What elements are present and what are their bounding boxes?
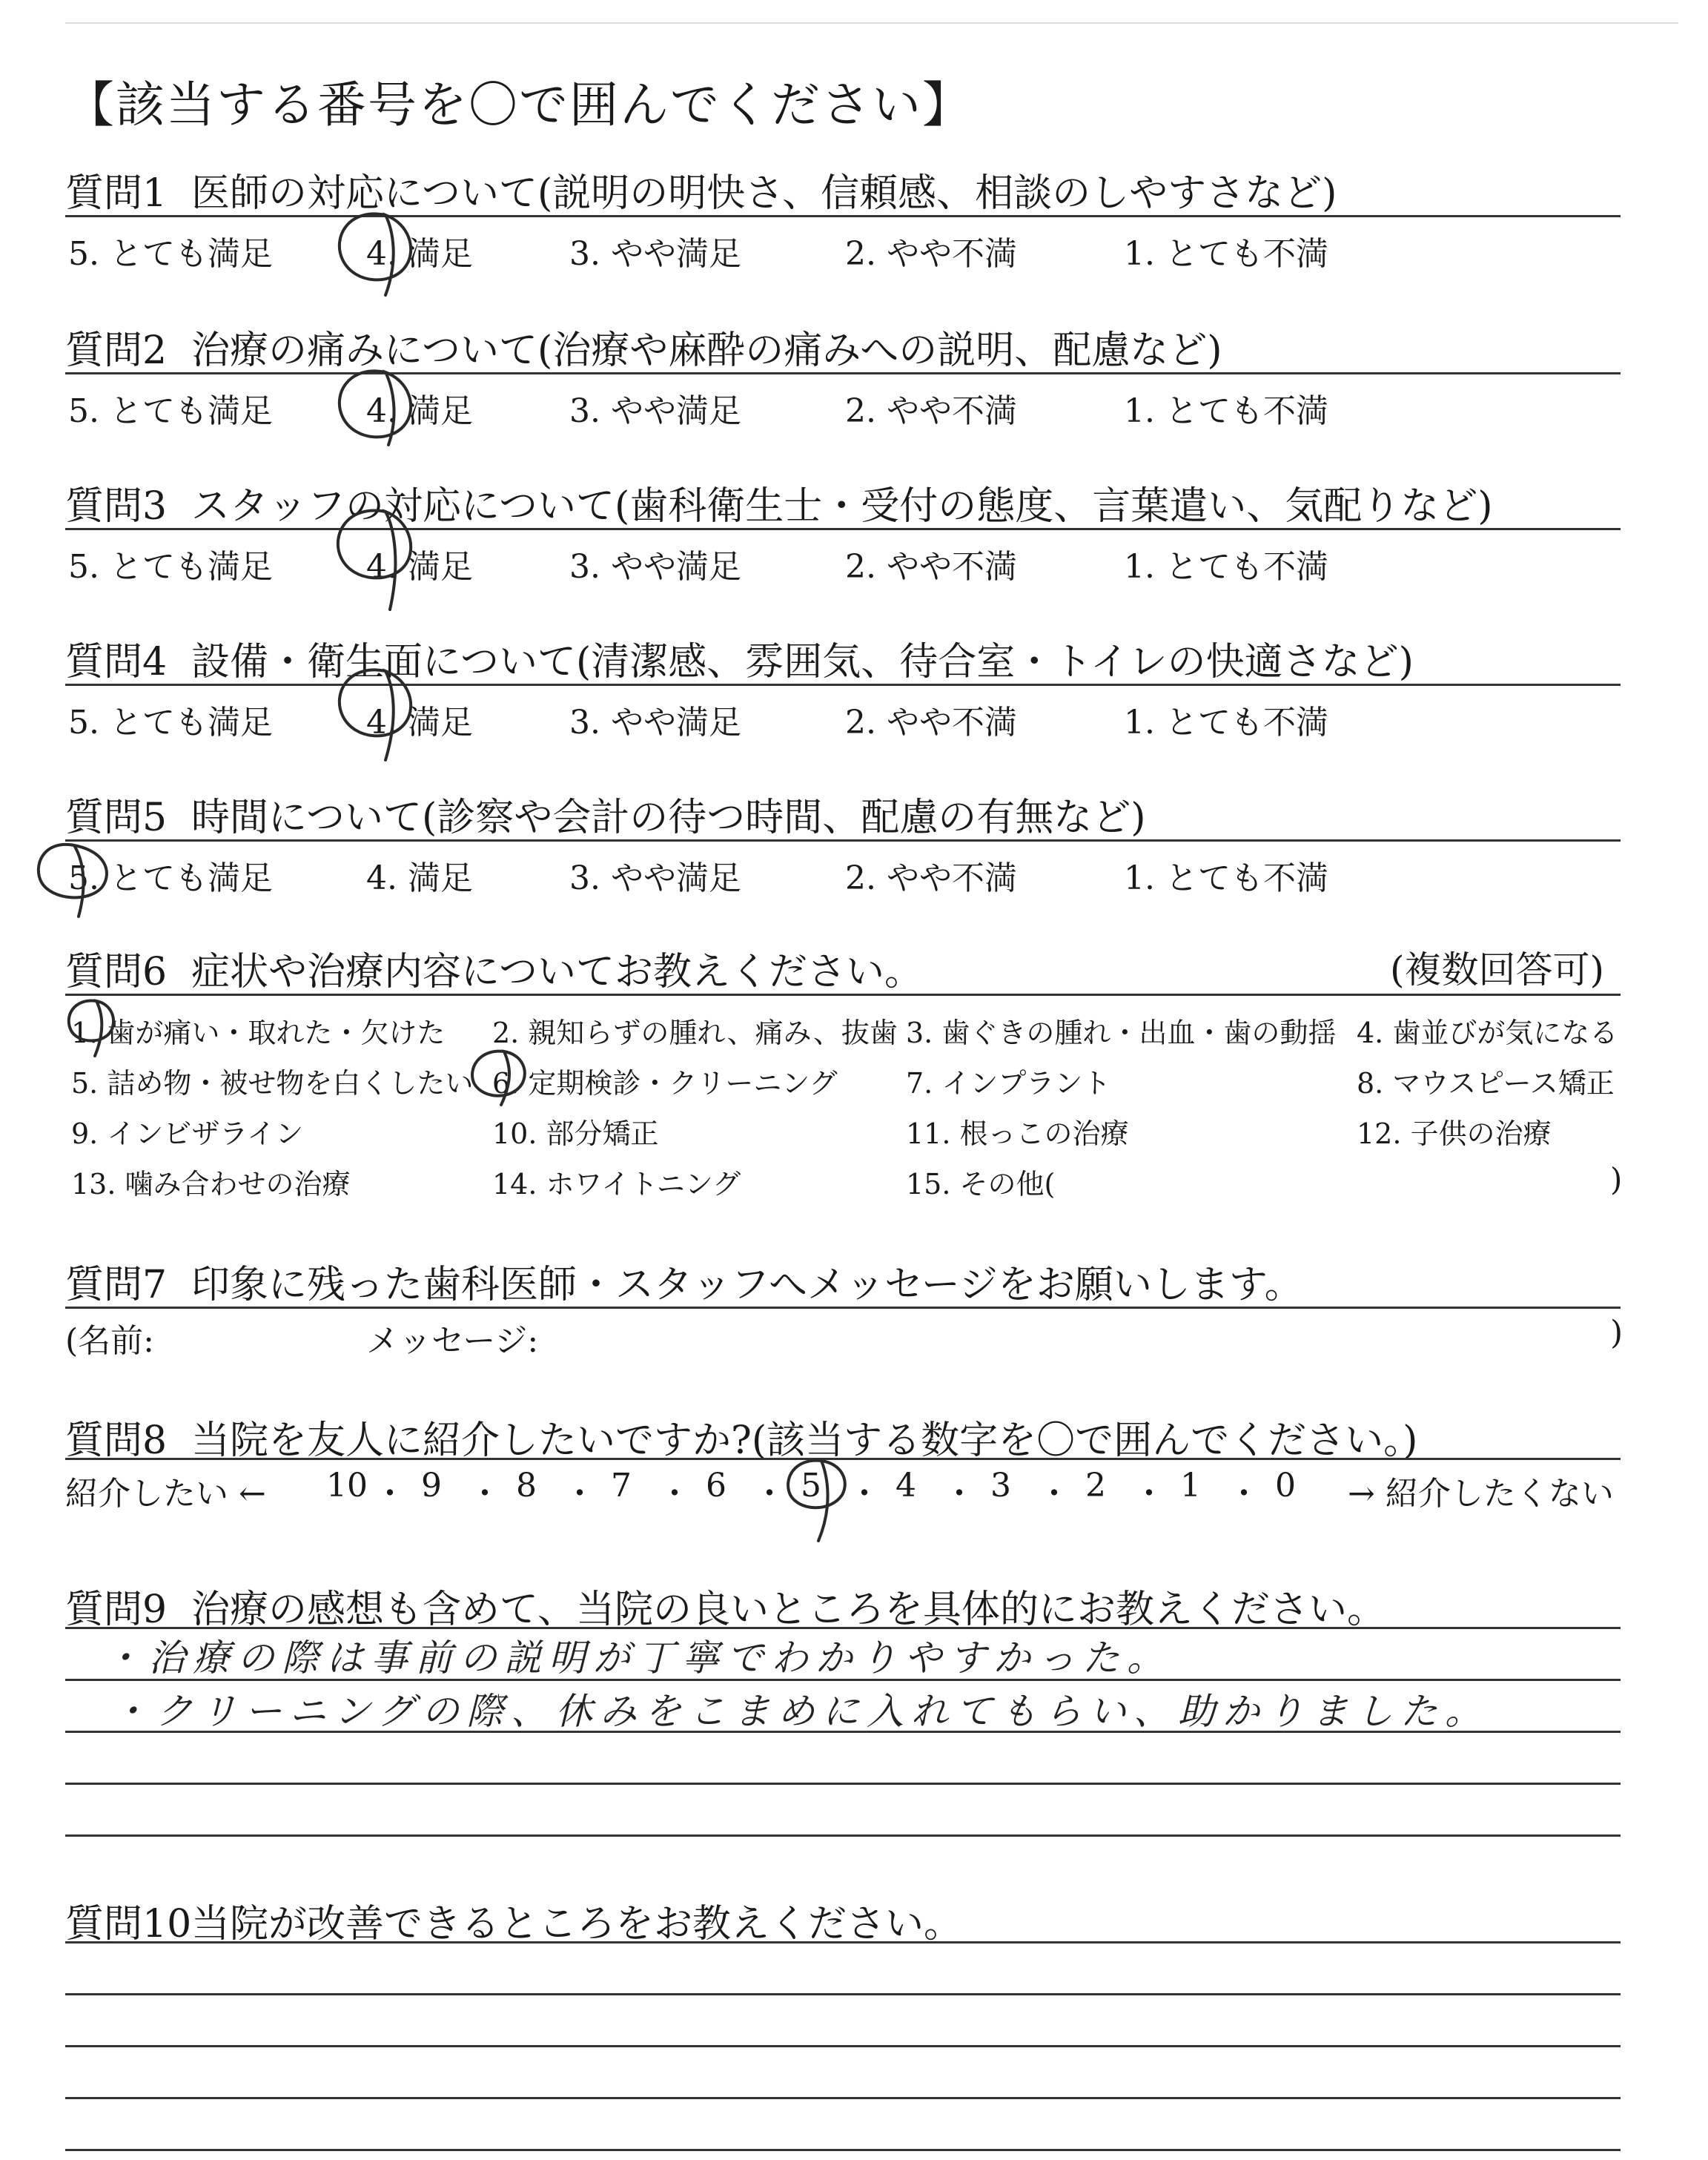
scale-separator: ・: [848, 1475, 881, 1513]
question-number: 質問6: [65, 950, 168, 994]
q4-option-2[interactable]: 2. やや不満: [845, 704, 1017, 742]
question-2: [65, 319, 1222, 374]
q2-option-5[interactable]: 5. とても満足: [68, 392, 273, 430]
rule: [65, 215, 1621, 217]
rule: [65, 2149, 1621, 2151]
scale-value-0[interactable]: 0: [1275, 1467, 1296, 1505]
rule: [65, 994, 1621, 996]
scale-separator: ・: [753, 1475, 786, 1513]
rule: [65, 684, 1621, 686]
q2-option-1[interactable]: 1. とても不満: [1124, 392, 1328, 430]
scale-separator: ・: [563, 1475, 596, 1513]
q2-option-4[interactable]: 4. 満足: [366, 392, 473, 430]
handwritten-answer-2: ・クリーニングの際、休みをこまめに入れてもらい、助かりました。: [111, 1690, 1489, 1733]
q6-item-12[interactable]: 12. 子供の治療: [1357, 1117, 1552, 1150]
question-text: 治療の感想も含めて、当院の良いところを具体的にお教えください。: [191, 1588, 1386, 1632]
scale-value-8[interactable]: 8: [516, 1467, 537, 1505]
rule: [65, 1307, 1621, 1309]
q1-option-3[interactable]: 3. やや満足: [569, 235, 741, 273]
q6-item-2[interactable]: 2. 親知らずの腫れ、痛み、抜歯: [492, 1017, 898, 1049]
q3-option-3[interactable]: 3. やや満足: [569, 548, 741, 586]
rule: [65, 528, 1621, 530]
scale-separator: ・: [1133, 1475, 1165, 1513]
q6-item-6[interactable]: 6. 定期検診・クリーニング: [492, 1067, 838, 1100]
scale-value-3[interactable]: 3: [990, 1467, 1011, 1505]
rule: [65, 1834, 1621, 1837]
scale-value-6[interactable]: 6: [706, 1467, 726, 1505]
q3-option-5[interactable]: 5. とても満足: [68, 548, 273, 586]
question-number: 質問9: [65, 1588, 168, 1632]
scale-value-2[interactable]: 2: [1085, 1467, 1106, 1505]
rule: [65, 2045, 1621, 2047]
question-7: [65, 1253, 1303, 1309]
page-title: 【該当する番号を〇で囲んでください】: [65, 76, 973, 133]
multiple-answers-note: (複数回答可): [1389, 948, 1604, 991]
question-5: [65, 786, 1146, 842]
question-text: 症状や治療内容についてお教えください。: [191, 950, 923, 994]
q1-option-2[interactable]: 2. やや不満: [845, 235, 1017, 273]
question-text: 医師の対応について(説明の明快さ、信頼感、相談のしやすさなど): [191, 171, 1337, 216]
rule: [65, 839, 1621, 842]
rule: [65, 372, 1621, 374]
question-text: 当院が改善できるところをお教えください。: [191, 1902, 963, 1946]
top-border: [65, 22, 1678, 24]
q4-option-3[interactable]: 3. やや満足: [569, 704, 741, 742]
q1-option-1[interactable]: 1. とても不満: [1124, 235, 1328, 273]
rule: [65, 2097, 1621, 2099]
question-text: スタッフの対応について(歯科衛生士・受付の態度、言葉遣い、気配りなど): [191, 484, 1493, 529]
q6-item-10[interactable]: 10. 部分矯正: [492, 1117, 659, 1150]
q6-item-3[interactable]: 3. 歯ぐきの腫れ・出血・歯の動揺: [906, 1017, 1337, 1049]
q6-item-14[interactable]: 14. ホワイトニング: [492, 1168, 741, 1200]
q6-item-4[interactable]: 4. 歯並びが気になる: [1357, 1017, 1618, 1049]
question-text: 時間について(診察や会計の待つ時間、配慮の有無など): [191, 796, 1146, 840]
scale-separator: ・: [374, 1475, 406, 1513]
rule: [65, 1993, 1621, 1995]
question-number: 質問2: [65, 328, 168, 373]
q2-option-2[interactable]: 2. やや不満: [845, 392, 1017, 430]
q3-option-2[interactable]: 2. やや不満: [845, 548, 1017, 586]
q6-item-7[interactable]: 7. インプラント: [906, 1067, 1111, 1100]
question-8: [65, 1409, 1417, 1464]
question-text: 治療の痛みについて(治療や麻酔の痛みへの説明、配慮など): [191, 328, 1222, 373]
q7-close: ): [1610, 1314, 1623, 1352]
question-number: 質問4: [65, 640, 168, 684]
question-6: [65, 940, 923, 996]
question-9: [65, 1578, 1386, 1634]
q5-option-2[interactable]: 2. やや不満: [845, 859, 1017, 897]
scale-value-1[interactable]: 1: [1180, 1467, 1201, 1505]
q6-item-5[interactable]: 5. 詰め物・被せ物を白くしたい: [71, 1067, 474, 1100]
question-text: 印象に残った歯科医師・スタッフへメッセージをお願いします。: [191, 1263, 1303, 1307]
handwritten-answer-1: ・治療の際は事前の説明が丁寧でわかりやすかった。: [104, 1636, 1171, 1680]
q6-item-8[interactable]: 8. マウスピース矯正: [1357, 1067, 1615, 1100]
question-text: 設備・衛生面について(清潔感、雰囲気、待合室・トイレの快適さなど): [191, 640, 1414, 684]
q4-option-1[interactable]: 1. とても不満: [1124, 704, 1328, 742]
q2-option-3[interactable]: 3. やや満足: [569, 392, 741, 430]
scale-separator: ・: [1228, 1475, 1260, 1513]
q5-option-4[interactable]: 4. 満足: [366, 859, 473, 897]
message-label: メッセージ:: [366, 1322, 539, 1360]
q6-item-1[interactable]: 1. 歯が痛い・取れた・欠けた: [71, 1017, 446, 1049]
q5-option-5[interactable]: 5. とても満足: [68, 859, 273, 897]
q5-option-3[interactable]: 3. やや満足: [569, 859, 741, 897]
q4-option-4[interactable]: 4. 満足: [366, 704, 473, 742]
q6-item-9[interactable]: 9. インビザライン: [71, 1117, 304, 1150]
scale-value-10[interactable]: 10: [326, 1467, 368, 1505]
rule: [65, 1783, 1621, 1785]
scale-separator: ・: [943, 1475, 976, 1513]
scale-separator: ・: [1038, 1475, 1070, 1513]
scale-value-9[interactable]: 9: [421, 1467, 442, 1505]
q6-item-15[interactable]: 15. その他(: [906, 1168, 1056, 1200]
q6-item-11[interactable]: 11. 根っこの治療: [906, 1117, 1129, 1150]
q1-option-4[interactable]: 4. 満足: [366, 235, 473, 273]
rule: [65, 1941, 1621, 1943]
rule: [65, 1458, 1621, 1460]
question-3: [65, 475, 1493, 530]
question-number: 質問5: [65, 796, 168, 840]
q3-option-1[interactable]: 1. とても不満: [1124, 548, 1328, 586]
question-number: 質問1: [65, 171, 168, 216]
question-4: [65, 630, 1414, 686]
q4-option-5[interactable]: 5. とても満足: [68, 704, 273, 742]
scale-value-5[interactable]: 5: [801, 1467, 821, 1505]
question-number: 質問8: [65, 1418, 168, 1463]
q1-option-5[interactable]: 5. とても満足: [68, 235, 273, 273]
q6-other-close: ): [1610, 1161, 1623, 1198]
scale-right-label: → 紹介したくない: [1348, 1475, 1614, 1513]
question-text: 当院を友人に紹介したいですか?(該当する数字を〇で囲んでください。): [191, 1418, 1418, 1463]
question-1: [65, 162, 1337, 217]
q5-option-1[interactable]: 1. とても不満: [1124, 859, 1328, 897]
question-10: [65, 1892, 962, 1948]
question-number: 質問10: [65, 1902, 192, 1946]
scale-value-4[interactable]: 4: [896, 1467, 916, 1505]
question-number: 質問3: [65, 484, 168, 529]
q3-option-4[interactable]: 4. 満足: [366, 548, 473, 586]
question-number: 質問7: [65, 1263, 168, 1307]
name-label: (名前:: [65, 1322, 154, 1360]
scale-left-label: 紹介したい ←: [65, 1475, 266, 1513]
scale-separator: ・: [658, 1475, 691, 1513]
scale-separator: ・: [469, 1475, 501, 1513]
scale-value-7[interactable]: 7: [611, 1467, 632, 1505]
q6-item-13[interactable]: 13. 噛み合わせの治療: [71, 1168, 351, 1200]
